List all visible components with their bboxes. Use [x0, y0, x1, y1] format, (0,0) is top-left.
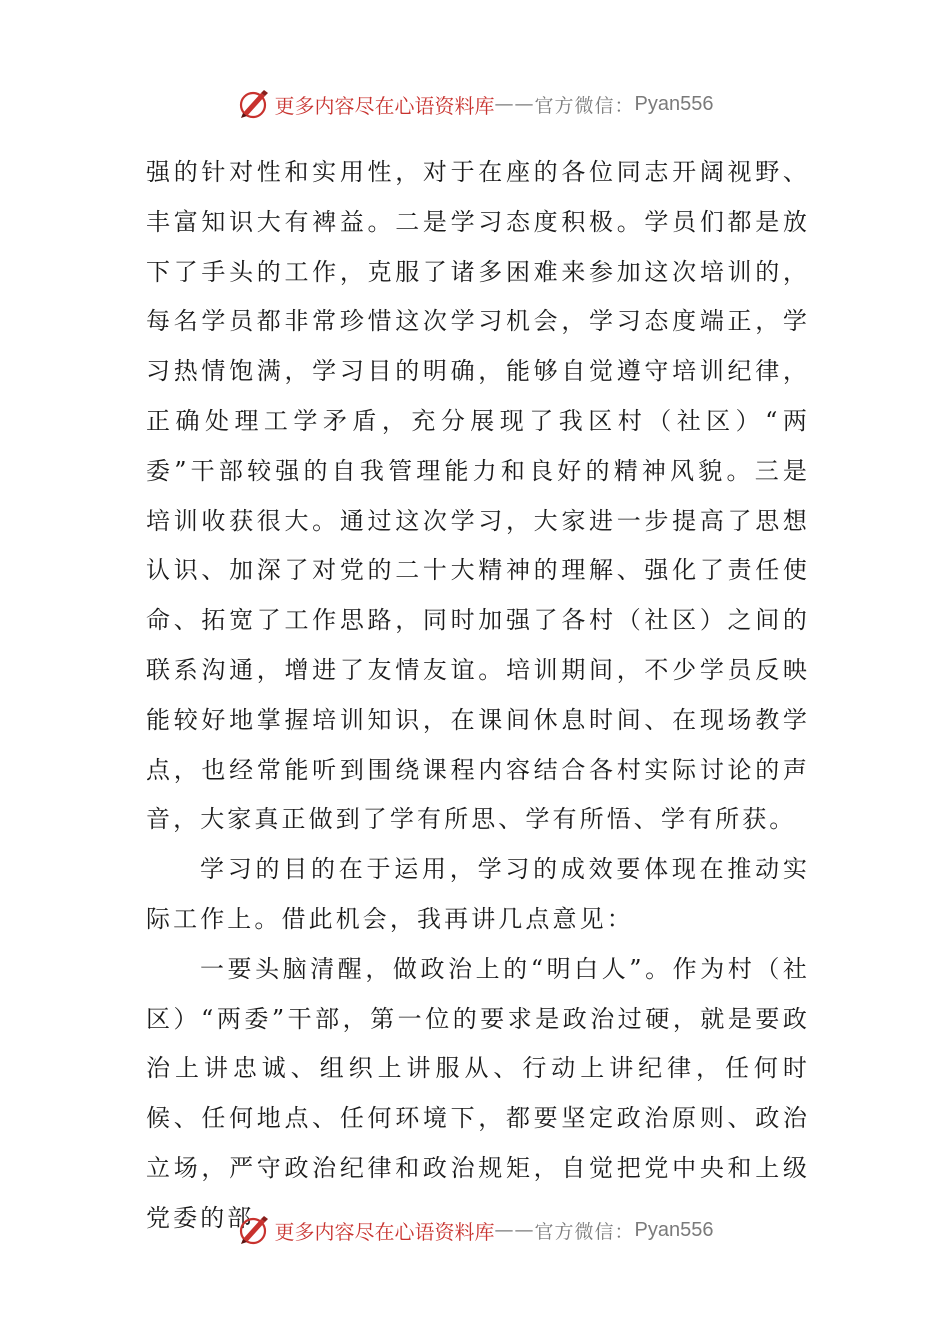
footer-banner — [0, 1210, 950, 1250]
document-body — [146, 148, 810, 1244]
footer-brand-text: 更多内容尽在心语资料库 — [274, 1219, 495, 1244]
paragraph: 学习的目的在于运用，学习的成效要体现在推动实际工作上。借此机会，我再讲几点意见： — [146, 855, 810, 933]
header-banner — [0, 84, 950, 124]
paragraph: 一要头脑清醒，做政治上的“明白人”。作为村（社区）“两委”干部，第一位的要求是政治过硬，就是要政治上讲忠诚、组织上讲服从、行动上讲纪律，任何时候、任何地点、任何环境下，都要坚定政治原则、政治立场，严守政治纪律和政治规矩，自觉把党中央和上级党委的部 — [146, 954, 810, 1232]
footer-wechat-id: Pyan556 — [634, 1218, 714, 1241]
header-dash: —— — [494, 93, 535, 115]
pen-logo-icon — [237, 87, 271, 121]
paragraph: 强的针对性和实用性，对于在座的各位同志开阔视野、丰富知识大有裨益。二是学习态度积极。学员们都是放下了手头的工作，克服了诸多困难来参加这次培训的，每名学员都非常珍惜这次学习机会，学习态度端正，学习热情饱满，学习目的明确，能够自觉遵守培训纪律，正确处理工学矛盾，充分展现了我区村（社区）“两委”干部较强的自我管理能力和良好的精神风貌。三是培训收获很大。通过这次学习，大家进一步提高了思想认识、加深了对党的二十大精神的理解、强化了责任使命、拓宽了工作思路，同时加强了各村（社区）之间的联系沟通，增进了友情友谊。培训期间，不少学员反映能较好地掌握培训知识，在课间休息时间、在现场教学点，也经常能听到围绕课程内容结合各村实际讨论的声音，大家真正做到了学有所思、学有所悟、学有所获。 — [146, 158, 810, 834]
pen-logo-icon — [237, 1213, 271, 1247]
header-brand-text: 更多内容尽在心语资料库 — [274, 93, 495, 118]
footer-wechat-label: 官方微信： — [534, 1220, 635, 1243]
header-wechat-label: 官方微信： — [534, 94, 635, 117]
footer-dash: —— — [494, 1219, 535, 1241]
header-wechat-id: Pyan556 — [634, 92, 714, 115]
